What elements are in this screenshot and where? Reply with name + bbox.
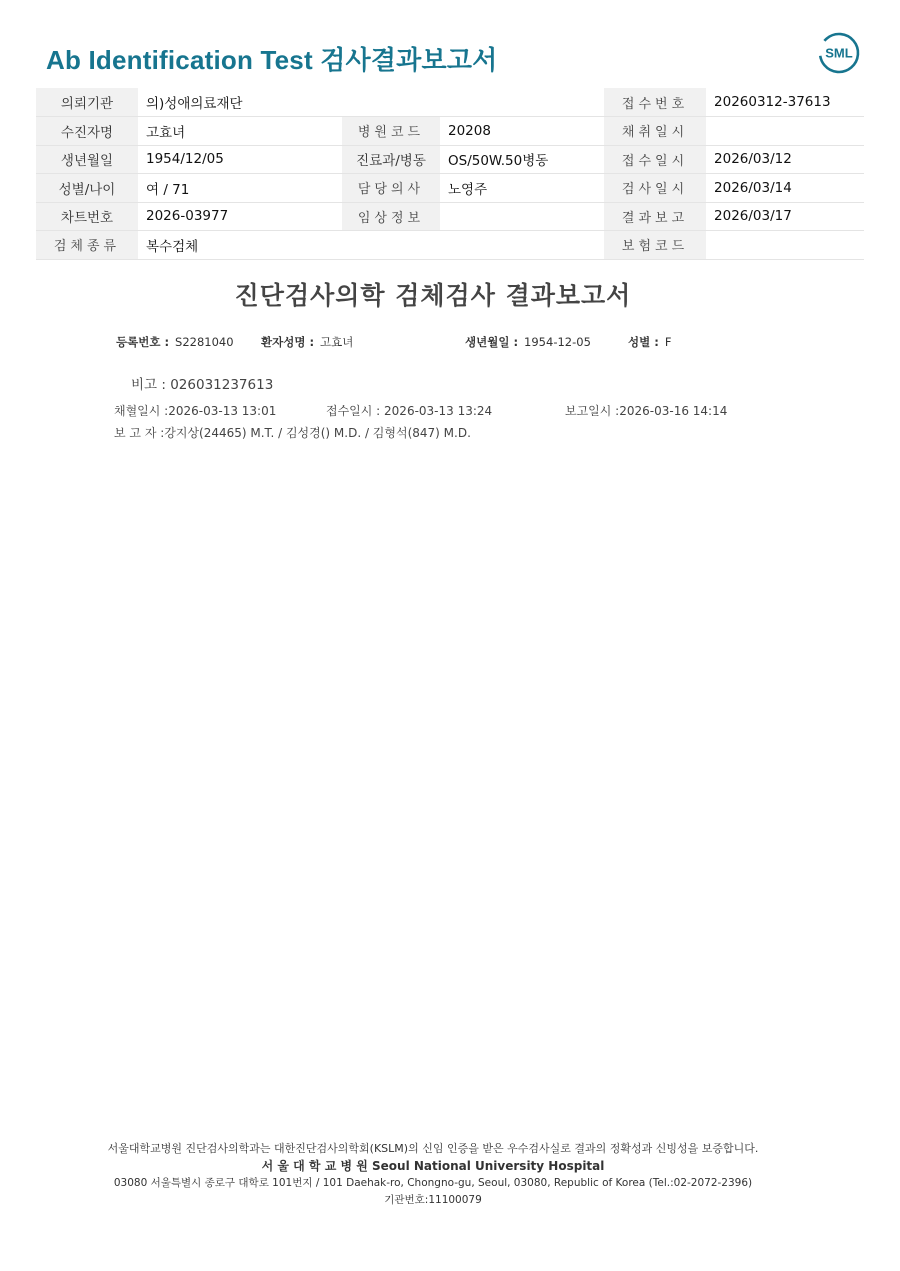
document-title: Ab Identification Test 검사결과보고서 <box>46 45 498 75</box>
value-patient-name: 고효녀 <box>138 117 342 146</box>
sex-value: F <box>664 335 672 349</box>
hospital-name: 서 울 대 학 교 병 원 Seoul National University Hospital <box>261 1159 605 1173</box>
label-requesting-institution: 의뢰기관 <box>36 88 138 117</box>
info-row <box>36 117 864 146</box>
hospital-address: 03080 서울특별시 종로구 대학로 101번지 / 101 Daehak-ro, Chongno-gu, Seoul, 03080, Republic of Korea (Tel.:02-2072-2396) <box>113 1177 753 1189</box>
label-attending-doctor: 담당의사 <box>342 174 440 203</box>
value-department-ward: OS/50W.50병동 <box>440 145 604 174</box>
info-row <box>36 174 864 203</box>
remarks: 비고 : 026031237613 <box>131 377 274 393</box>
reporters: 보 고 자 :강지상(24465) M.T. / 김성경() M.D. / 김형석(847) M.D. <box>114 426 471 440</box>
value-clinical-info <box>440 202 604 231</box>
registration-number <box>116 334 234 350</box>
registration-number-value: S2281040 <box>175 335 234 349</box>
info-row <box>36 145 864 174</box>
label-patient-name: 수진자명 <box>36 117 138 146</box>
birth-date-value: 1954-12-05 <box>524 335 591 349</box>
report-title: 진단검사의학 검체검사 결과보고서 <box>234 281 632 310</box>
label-hospital-code: 병원코드 <box>342 117 440 146</box>
sex-label: 성별 : <box>628 335 659 349</box>
value-hospital-code: 20208 <box>440 117 604 146</box>
label-department-ward: 진료과/병동 <box>342 145 440 174</box>
label-chart-number: 차트번호 <box>36 202 138 231</box>
label-insurance-code: 보험코드 <box>604 231 706 260</box>
value-chart-number: 2026-03977 <box>138 202 342 231</box>
label-sex-age: 성별/나이 <box>36 174 138 203</box>
label-birth-date: 생년월일 <box>36 145 138 174</box>
value-receipt-number: 20260312-37613 <box>706 88 864 117</box>
value-requesting-institution: 의)성애의료재단 <box>138 88 604 117</box>
value-sex-age: 여 / 71 <box>138 174 342 203</box>
certification-notice: 서울대학교병원 진단검사의학과는 대한진단검사의학회(KSLM)의 신임 인증을 받은 우수검사실로 결과의 정확성과 신빙성을 보증합니다. <box>107 1142 759 1155</box>
birth-date <box>465 334 591 350</box>
sex <box>628 334 671 350</box>
value-result-report: 2026/03/17 <box>706 202 864 231</box>
info-row <box>36 88 864 117</box>
report-datetime: 보고일시 :2026-03-16 14:14 <box>565 404 728 418</box>
institution-number: 기관번호:11100079 <box>384 1194 482 1206</box>
patient-name <box>261 334 353 350</box>
receipt-datetime: 접수일시 : 2026-03-13 13:24 <box>326 404 493 418</box>
value-birth-date: 1954/12/05 <box>138 145 342 174</box>
value-insurance-code <box>706 231 864 260</box>
label-collection-datetime: 채취일시 <box>604 117 706 146</box>
label-receipt-number: 접수번호 <box>604 88 706 117</box>
value-test-date: 2026/03/14 <box>706 174 864 203</box>
label-receipt-date: 접수일시 <box>604 145 706 174</box>
label-clinical-info: 임상정보 <box>342 202 440 231</box>
birth-date-label: 생년월일 : <box>465 335 519 349</box>
patient-name-value: 고효녀 <box>320 335 354 349</box>
info-table <box>36 88 864 260</box>
logo-text: SML <box>825 45 853 61</box>
value-specimen-type: 복수검체 <box>138 231 604 260</box>
info-row <box>36 202 864 231</box>
patient-name-label: 환자성명 : <box>261 335 315 349</box>
sml-logo <box>816 30 862 76</box>
collection-datetime: 채혈일시 :2026-03-13 13:01 <box>114 404 277 418</box>
label-specimen-type: 검체종류 <box>36 231 138 260</box>
info-row <box>36 231 864 260</box>
value-attending-doctor: 노영주 <box>440 174 604 203</box>
label-result-report: 결과보고 <box>604 202 706 231</box>
label-test-date: 검사일시 <box>604 174 706 203</box>
registration-number-label: 등록번호 : <box>116 335 170 349</box>
value-collection-datetime <box>706 117 864 146</box>
value-receipt-date: 2026/03/12 <box>706 145 864 174</box>
